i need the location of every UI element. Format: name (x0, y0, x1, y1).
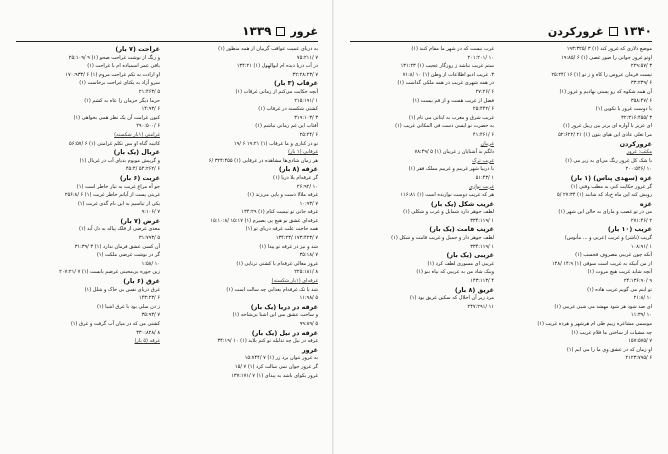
entry-subheading: غرامتی (۱بار شکسته) (114, 131, 160, 138)
entry-line: او ارادت به تکم غراحت مروم (۱) ۶ /۱۷۰:۹۳۳ (65, 71, 160, 78)
entry-line: غرور بکوای باشد به پیدای (۱) ۷ /۱۳۷:۱۷۱ (231, 372, 318, 379)
entry-heading: غرقاب (۳ بار) (273, 79, 318, 88)
entry-line: غریبی ای مسوری لطف کرد (۱) (427, 260, 494, 267)
entry-line: گر غرقه‌ام بلا دریا (۱) (273, 174, 318, 181)
entry-heading: غرق (۶ بار) (123, 277, 160, 286)
entry-line: ۳ /۲۲۹:۵۷ (630, 63, 652, 70)
text-column-right (512, 45, 652, 444)
entry-line: ۶ /۳۵۸:۴۷ (630, 97, 652, 104)
header-rule (350, 41, 652, 42)
entry-line: کنون غرامت آن یک نظر همی بخواهی (۱) (73, 114, 160, 121)
entry-line: به غرور نتوان برد زر (۱) ۷ /۱۵:۷۴۴ (244, 355, 318, 362)
entry-subheading: غریب نوازی (469, 183, 494, 190)
page-header (242, 22, 318, 40)
entry-line: ۶ /۲۷:۲۶ (475, 88, 494, 95)
entry-line: با دوست غرور با تکوین (۱) (595, 106, 652, 113)
entry-line: ۶ /۲۱۲۳:۷۹۵ (625, 355, 652, 362)
entry-heading: غرور (302, 345, 318, 354)
entry-line: آن همه شکوه که رو پستی نهادیم و غرور (۱) (559, 88, 652, 95)
entry-heading: غرض (۷ بار) (120, 216, 160, 225)
entry-heading: غربت (۶ بار) (119, 173, 160, 182)
entry-line: و گربیش موبوم بدیای آب در غربال (۱) (79, 157, 160, 164)
left-page (0, 0, 333, 454)
entry-line: در همه شهری غریب در همه ملکی گداست (۱) (397, 80, 494, 87)
entry-line: ۷ /۷۵:۲۱۱ (296, 54, 318, 61)
entry-line: ۱۰ /۲۶:۹۲ (296, 183, 318, 190)
entry-line: به دریای عمیت عواقب گریبان از همه منظور (۱) (218, 46, 318, 52)
entry-line: چه مشیات از ساختن ما فلام غریب (۱) (571, 329, 652, 336)
entry-line: ۳ /۳۲:۳۱۶:۴۵۵ (621, 114, 652, 121)
entry-line: غرق دریای نفس بی خاک و شلل (۱) (84, 286, 160, 293)
text-column-left (354, 45, 494, 444)
entry-line: ۱ /۱۰۸:۹۱ (630, 243, 652, 250)
entry-line: همه حاجت علت غرقه دریای تو (۱) (245, 226, 318, 233)
entry-line: ۱۰ /۲۱:۸ (633, 295, 652, 302)
entry-subheading: غریبان (480, 140, 494, 147)
entry-line: ۸ /۳۳۰:۸۲۸ (136, 329, 160, 336)
entry-heading: غراحت (۷ بار) (115, 45, 160, 53)
page-header (548, 22, 652, 40)
entry-line: باقی عمر اسمیاده ام با غراحت (۱) (87, 63, 160, 70)
header-title: غرور (290, 24, 318, 38)
entry-line: گر غرور جوان نمی سالت کرد (۱) ۷ /۱۵ (234, 363, 318, 370)
entry-line: از من آنیکه به غریب است سوقی (۱) ۱۴:۹ /۱۴۸ (552, 260, 652, 267)
entry-heading: غریبی (یک بار) (446, 251, 494, 260)
entry-line: ۹ /۲۴:۱۳۶:۹۰ (623, 278, 652, 285)
entry-line: ۳. غریب ادیو اطلاعات از وطن (۱) ۱۰ /۷۱:۸ (402, 71, 494, 78)
entry-line: آنچه حکایت می‌کنم از زمانی غرقاب (۱) (235, 88, 318, 95)
entry-line: لطف جوهر دار و جمیل و غریب قامت و شکل (۱) (391, 235, 494, 242)
entry-line: ۶ /۲۵:۴۴۲ (472, 106, 494, 113)
entry-heading: غربال (یک بار) (113, 148, 160, 157)
entry-line: ۱۰ /۱:۵۸ (141, 260, 160, 267)
entry-line: ۶ /۱۴۳:۲۳ (138, 295, 160, 302)
entry-line: و رنگ از نوشت غراحت صحو (۱) ۹ /۲۵:۱۰۹ (68, 54, 160, 61)
entry-line: ۷ /۱۵۷:۵۷۵ (628, 338, 652, 345)
entry-line: مرا تعلی عادی این هیای بتون (۱) ۲۱ /۵۲:۶۲۲ (558, 131, 652, 138)
entry-line: ۱۰ /۲۰۱:۲۰۱ (467, 54, 494, 61)
entry-line: تو در کناری و ما غرقاب (۱) ۱۹:۲۱ ۶ /۱۹ (233, 140, 318, 147)
entry-line: غرب نیست که در شهر ما مقام کنند (۱) (411, 46, 494, 52)
entry-line: زین جوره بی‌محبتی غرضم بایست (۱) ۷ /۲۰۷:۲۱ (59, 269, 160, 276)
entry-heading: غرقه در نیل (یک بار) (251, 328, 318, 337)
entry-line: ۱ /۳۳۴:۱۱۹ (470, 217, 494, 224)
entry-line: کشتی شکسته در غرقاب (۱) (258, 106, 318, 113)
entry-line: ۳ /۳۱۹:۱۰۳ (294, 114, 318, 121)
page-number: ۱۳۴۰ (622, 24, 652, 38)
entry-line: غریب شرق و مغرب به ایتاتی می نام (۱) (408, 114, 494, 121)
entry-line: ۶ /۳۳:۲۳۹ (630, 80, 652, 87)
entry-line: فضل از غریب هست و از قم بیست (۱) (412, 97, 494, 104)
entry-line: هر که غریب دوست نوازنده است (۱) ۱۱۶:۸۱ (400, 192, 494, 199)
entry-line: نیست فرمان عروس را کاه و ز تو (۱) ۱۶ /۲۵:۲۴ (551, 71, 652, 78)
entry-line: گریب (ناشر) و غریب (عربی و ... مأنوس) (564, 235, 652, 242)
entry-line: در آب دریا دیده ام ابوالهول (۱) ۱۳۴:۲۱ (236, 63, 318, 70)
entry-line: ز دن سلی بود با غرق اشیا (۱) (96, 303, 160, 310)
entry-line: و ساخت عشق بس این اشنا بی‌شاخه (۱) (232, 312, 318, 319)
entry-line: به حضرت تو ایسی دست فی المکانی غریب (۱) (395, 123, 494, 130)
square-icon (276, 27, 285, 36)
entry-line: ۱ /۲۱۵:۱۹۱ (294, 97, 318, 104)
entry-line: ۴ /۱۴۳:۱۱۳ (470, 278, 494, 285)
entry-line: یکی از تیاسیم به این نام گدی غربت (۱) (77, 200, 160, 207)
entry-line: ۷ /۱۷۳:۴۲۳ /۱۳۴:۲۳ (275, 235, 318, 242)
page-number: ۱۳۳۹ (242, 24, 272, 38)
entry-line: هر زمان شادی‌ها مشاهده در غرقابی (۱) ۳۲۴:۴۵۵ /۶ (208, 157, 318, 164)
entry-line: کاتیبه گناه او بس تکلم غرامتی (۱) ۶ /۵۶:۵۷ (69, 140, 160, 147)
entry-subheading: غرقه (۵ بار) (134, 338, 160, 345)
entry-line: تو اینم می گویم غریب هاده (۱) (587, 286, 652, 293)
entry-line: ای عزیز با آواره ای برتر بین ربیل غرور (۱) (563, 123, 652, 130)
entry-line: با شک کل غرور رنگ می‌ای به زیر می (۱) (565, 157, 652, 164)
right-page (334, 0, 668, 454)
entry-subheading: غرقابی (۱ بار) (288, 149, 318, 156)
entry-line: ۷ /۱۰:۹۳ (299, 200, 318, 207)
entry-line: حرما دیگر حرمان را عاه به کشم (۱) (84, 97, 160, 104)
entry-line: آن کسی عشق فرمان ندارد (۱) ۳ /۳۱:۳۹ (74, 243, 160, 250)
header-rule (16, 41, 318, 42)
entry-heading: غزه (سهدی پناس) (۱ بار) (570, 173, 652, 182)
entry-line: ۶ /۲۹۰:۵۰۰ (136, 123, 160, 130)
entry-heading: غرقه در دریا (یک بار) (250, 302, 318, 311)
entry-line: آنچه شاید غریب هیچ مروت (۱) (587, 269, 652, 276)
entry-line: ۲ /۲۷۱:۴۶ (630, 217, 652, 224)
entry-line: موضع ذلاری که غرور کند (۱) ۳ /۱۹۳:۳۲۵ (566, 46, 652, 52)
entry-line: ۵ /۹۹:۸۹ (299, 321, 318, 327)
entry-line: موسمی مشاعره زبیم ظی ام هرشهر و هرده غریب (۱) (537, 321, 652, 327)
entry-line: ۱۱ /۲۴۷:۲۹۱ (467, 303, 494, 310)
entry-heading: غرقه (۸ بار) (278, 165, 318, 174)
entry-heading: غرورکردن (619, 139, 652, 148)
entry-line: مرد زیر آن احلال که سکین غریق بود (۱) (409, 295, 494, 302)
entry-line: ۶ /۲۵:۲۴ (299, 131, 318, 138)
entry-line: غرقه در نیل چه تدلیله تو کنم بلاید (۱) ۱۰ /۳۴:۱۹ (217, 338, 318, 345)
entry-line: آنکه چون غریبی مصروف فحسب (۱) (575, 252, 652, 259)
text-column-left (20, 45, 160, 444)
square-icon (609, 27, 618, 36)
entry-line: ۵ /۳۱:۷۹۳ (138, 235, 160, 242)
entry-line: شد و نیز در غرقه تو پیدا (۱) (259, 243, 318, 250)
entry-line: ۷ /۳۵:۹۳ (141, 312, 160, 319)
entry-line: من در تو غصب و مارای به خالن این شهر (۱) (558, 209, 652, 216)
entry-line: ۸ /۲۲۵:۱۸۱ (294, 269, 318, 276)
entry-line: لطف جوهر دارد شمایل و غرب و شکلی (۱) (403, 209, 494, 216)
entry-heading: غریب قامت (یک بار) (429, 225, 494, 234)
entry-line: ۶ /۴۱:۴۶۱ (472, 131, 494, 138)
entry-line: آفتاب این غم زمانی نباشم (۱) (255, 123, 318, 130)
entry-line: شد با تک غرقه‌ام بعذابی چه سالت است (۱) (226, 286, 318, 293)
entry-line: ستم غریب نباشد ز روزگار عجیب (۱) ۱۳۱:۲۳ (400, 63, 494, 70)
entry-line: معدی غرضی از فلک پیاله به دل آید (۱) (78, 226, 160, 233)
entry-line: گر در نوشت غرضی ملکت (۱) (96, 252, 160, 259)
entry-line: ۱ /۵۱:۴۳ (475, 174, 494, 181)
entry-line: سرو آزاد به یکتای غراحت برخاست (۱) (79, 80, 160, 87)
entry-line: ۶ /۵۴:۲۶۲ /۴۵:۴ (125, 166, 160, 173)
entry-line: اوتو غرور جوانی را صور غصی (۱) ۶ /۱۹:۸۵ (561, 54, 652, 61)
text-column-right (178, 45, 318, 444)
entry-line: ۷ /۳۲:۲۸:۲۳ (292, 71, 318, 78)
entry-line: کشتی من که در میان آب گرفت و غرق (۱) (70, 321, 160, 327)
entry-line: با دربیا شهر غریبم و غربیم مملک فقر (۱) (408, 166, 494, 173)
entry-heading: غزه (639, 199, 652, 208)
entry-line: ۱۰ /۲۰۰:۵۴۶ (625, 166, 652, 173)
entry-line: او زمان که در عشق وی ما را می ایم (۱) (566, 346, 652, 353)
entry-line: گر غرور حکایت کنی به مطب وقتی (۱) (570, 183, 652, 190)
entry-subheading: مکتب: غرور (626, 149, 652, 156)
entry-line: غرور معالی غرقه‌ام با کشتی ترنایی (۱) (236, 260, 318, 267)
entry-line: ۱ /۳۳۴:۱۱۹ (470, 243, 494, 250)
header-title: غرورکردن (547, 24, 604, 38)
entry-line: ۷ /۳۵:۱۸ (299, 252, 318, 259)
entry-line: ۵ /۲۱:۴۶۳ (138, 88, 160, 95)
entry-subheading: غریب ترک (472, 157, 494, 164)
entry-line: غربتی پست از آیاتم خاطر غربت (۱) ۶ /۲۵۶:۸ (64, 192, 160, 199)
entry-line: غرقه جانی تو نیمیت کنام (۱) ۱۳۴:۲۹ (241, 209, 318, 216)
entry-line: ۱۰ /۱۱:۳۹ (630, 312, 652, 319)
entry-heading: غریق (۸ بار) (454, 285, 494, 294)
entry-line: جو آه مراغ غربت به تیار خاطر است (۱) (76, 183, 160, 190)
entry-heading: غریب شکل (یک بار) (430, 199, 494, 208)
entry-line: ۵ /۱۱:۹۸ (299, 295, 318, 302)
entry-line: ۶ /۱۴:۹۳ (141, 106, 160, 113)
entry-line: دلگم بد آشنایان ز غریبان (۱) ۵ /۷۸:۴۹ (414, 149, 494, 156)
entry-line: وینک شاد من به غریبی که بیاه بنو (۱) (416, 269, 494, 276)
entry-line: ای صد شود هر شود مهشد می شبی غریبی (۱) (554, 303, 652, 310)
entry-line: غرقه ملالا دست و پایی می‌زند (۱) (247, 192, 318, 199)
entry-subheading: غرقه‌ای (۱بار شکسته) (271, 278, 318, 285)
entry-line: ۷ /۹:۱۰۶ (141, 209, 160, 216)
entry-line: غرقه‌ای عشق تو هیچ پی بصیرم (۱) ۱۵:۱۷ /۱۵:۱۰:۸ (210, 217, 318, 224)
entry-heading: غریب (۱۰ بار) (607, 225, 652, 234)
entry-line: رویش کنه این ماه خ‌باد که شانند (۱) ۲۷:۳۴ /۵ (557, 192, 652, 199)
